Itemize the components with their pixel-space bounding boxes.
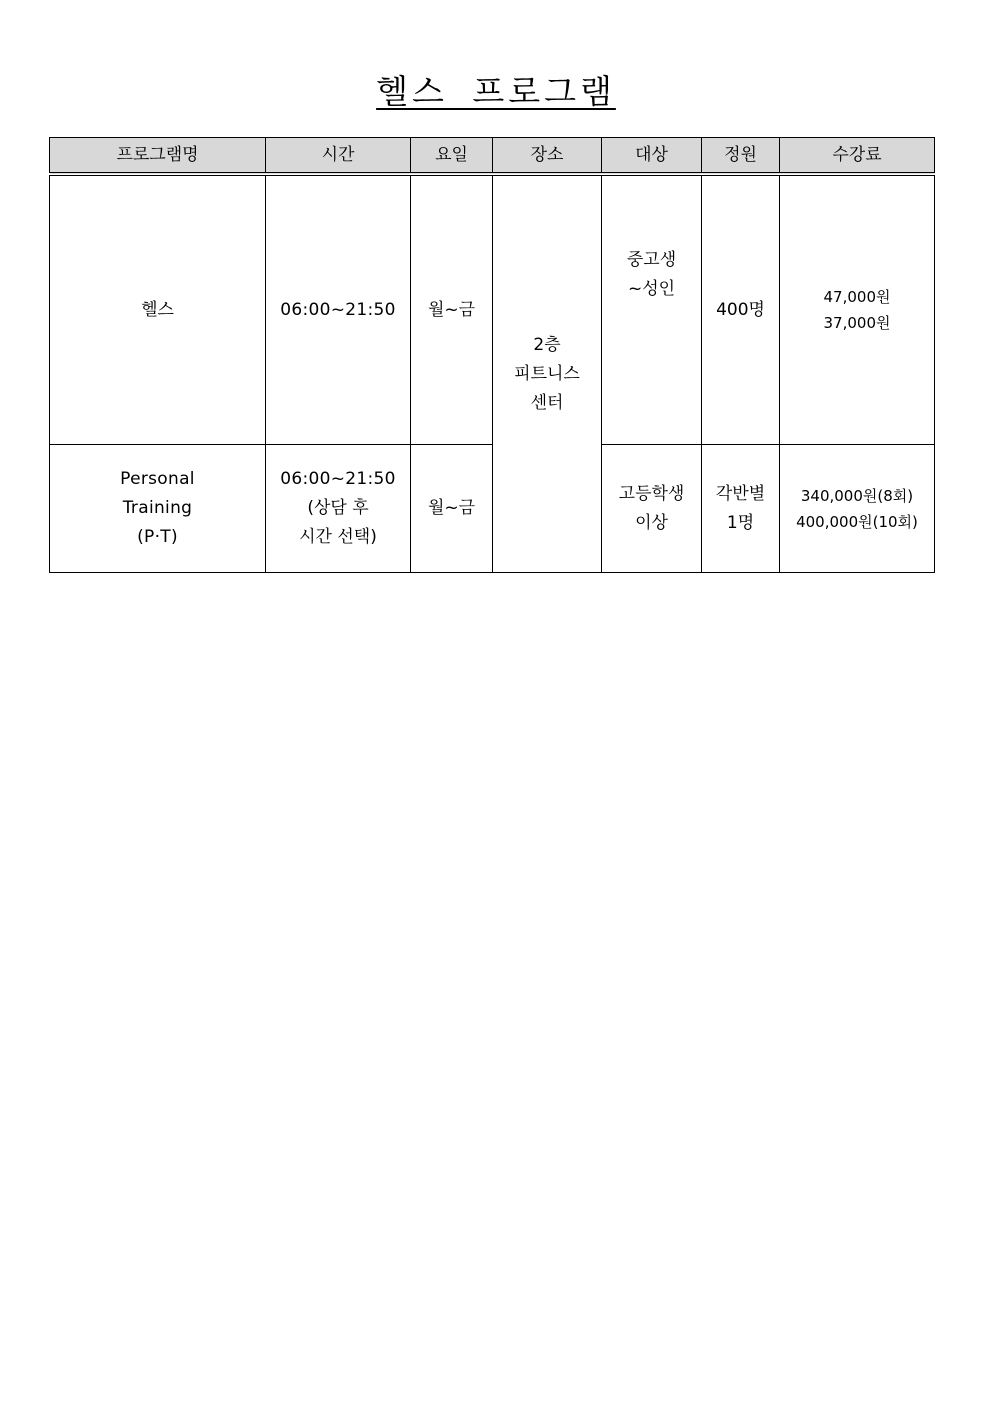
cell-days <box>411 174 493 445</box>
days-text: 월~금 <box>427 498 476 518</box>
table-row-health <box>50 174 935 445</box>
cell-time <box>266 445 411 573</box>
time-line: 06:00~21:50 <box>280 469 396 489</box>
program-name-line: Training <box>122 498 193 518</box>
cell-days <box>411 445 493 573</box>
header-days: 요일 <box>411 138 493 175</box>
cell-program-name <box>50 445 266 573</box>
capacity-line: 각반별 <box>715 483 766 504</box>
capacity-line: 1명 <box>726 512 755 533</box>
target-line: ~성인 <box>627 279 676 299</box>
header-target: 대상 <box>602 138 702 175</box>
target-line: 고등학생 <box>618 483 685 504</box>
header-row <box>50 138 935 175</box>
header-program-name: 프로그램명 <box>50 138 266 175</box>
time-line: (상담 후 <box>307 498 369 518</box>
location-line: 2층 <box>533 334 561 355</box>
target-line: 중고생 <box>626 250 677 270</box>
program-name-line: (P·T) <box>137 527 178 547</box>
page-title: 헬스 프로그램 <box>376 72 616 111</box>
time-line: 06:00~21:50 <box>280 299 396 320</box>
cell-fee <box>780 445 935 573</box>
cell-capacity <box>702 445 780 573</box>
cell-program-name <box>50 174 266 445</box>
cell-fee <box>780 174 935 445</box>
header-time: 시간 <box>266 138 411 175</box>
target-line: 이상 <box>635 512 668 533</box>
fee-line: 47,000원 <box>823 288 891 306</box>
location-line: 피트니스 <box>514 363 580 384</box>
cell-location <box>493 174 602 573</box>
cell-time <box>266 174 411 445</box>
cell-target <box>602 174 702 445</box>
page-title-wrap <box>0 66 992 113</box>
header-capacity: 정원 <box>702 138 780 175</box>
fee-line: 400,000원(10회) <box>796 512 918 531</box>
time-line: 시간 선택) <box>299 527 377 547</box>
header-location: 장소 <box>493 138 602 175</box>
program-table <box>49 137 935 573</box>
cell-target <box>602 445 702 573</box>
capacity-line: 400명 <box>716 299 765 320</box>
days-text: 월~금 <box>427 299 476 320</box>
cell-capacity <box>702 174 780 445</box>
fee-line: 37,000원 <box>823 314 891 332</box>
program-name-line: 헬스 <box>141 299 174 320</box>
location-line: 센터 <box>530 392 564 413</box>
header-fee: 수강료 <box>780 138 935 175</box>
fee-line: 340,000원(8회) <box>800 486 914 505</box>
table-row-personal-training <box>50 445 935 573</box>
program-name-line: Personal <box>120 469 195 489</box>
